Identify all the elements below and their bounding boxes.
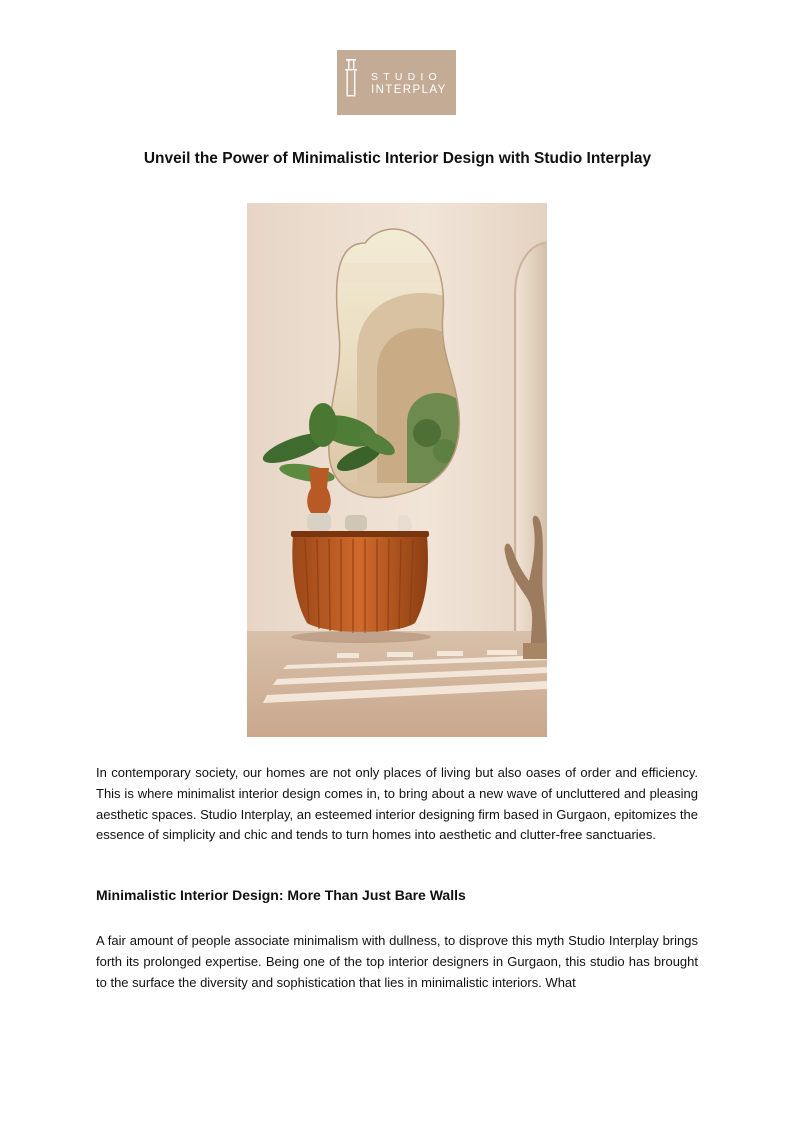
page-title: Unveil the Power of Minimalistic Interior Design with Studio Interplay	[143, 150, 652, 167]
body-paragraph: A fair amount of people associate minimalism with dullness, to disprove this myth Studio Interplay brings forth its prolonged expertise. Being one of the top interior designers in Gurgaon, this studio has brought to the surface the diversity and sophistication that lies in minimalistic interiors. What	[96, 933, 698, 990]
intro-paragraph: In contemporary society, our homes are not only places of living but also oases of order and efficiency. This is where minimalist interior design comes in, to bring about a new wave of uncluttered and pleasing aesthetic spaces. Studio Interplay, an esteemed interior designing firm based in Gurgaon, epitomizes the essence of simplicity and chic and tends to turn homes into aesthetic and clutter-free sanctuaries.	[96, 765, 698, 843]
logo-text-studio: STUDIO	[371, 71, 442, 83]
interior-photo	[247, 203, 547, 737]
section-heading: Minimalistic Interior Design: More Than Just Bare Walls	[96, 887, 466, 903]
logo-text-interplay: INTERPLAY	[371, 84, 447, 96]
studio-interplay-logo	[337, 50, 456, 115]
